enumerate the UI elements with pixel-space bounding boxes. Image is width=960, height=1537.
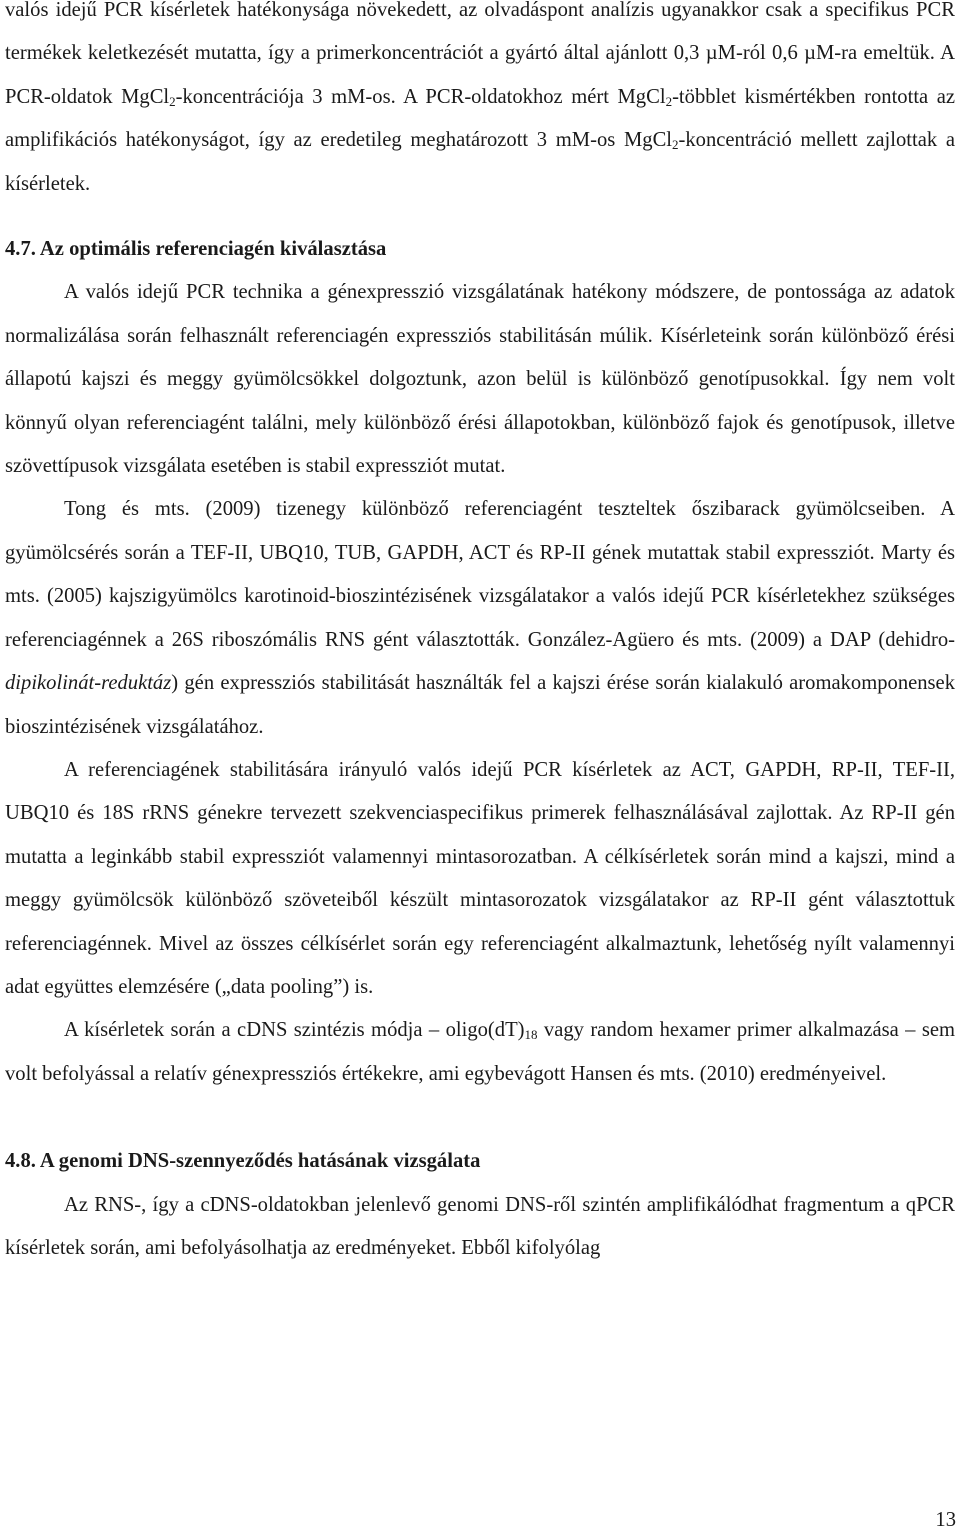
subscript: 2 xyxy=(672,137,679,153)
section-4-7-paragraph-2 xyxy=(5,488,955,748)
subscript: 18 xyxy=(524,1027,538,1043)
text-run: -koncentráció mellett zajlottak a kísérletek. xyxy=(5,129,955,195)
subscript: 2 xyxy=(169,93,176,109)
text-run: -többlet kismértékben rontotta az amplifikációs hatékonyságot, így az eredetileg meghatározott 3 mM-os MgCl xyxy=(5,85,955,152)
section-4-7-paragraph-4 xyxy=(5,1009,955,1096)
continuation-paragraph xyxy=(5,0,955,206)
spacer xyxy=(5,206,955,228)
section-4-7-paragraph-1: A valós idejű PCR technika a génexpresszió vizsgálatának hatékony módszere, de pontossága az adatok normalizálása során felhasznált referenciagén expressziós stabilitásán múlik. Kísérleteink során különböző érési állapotú kajszi és meggy gyümölcsökkel dolgoztunk, azon belül is különböző genotípusokkal. Így nem volt könnyű olyan referenciagént találni, mely különböző érési állapotokban, különböző fajok és genotípusok, illetve szövettípusok vizsgálata esetében is stabil expressziót mutat. xyxy=(5,281,955,478)
document-page xyxy=(5,0,955,1270)
text-run: vagy random hexamer primer alkalmazása – sem volt befolyással a relatív génexpressziós értékekre, ami egybevágott Hansen és mts. (2010) eredményeivel. xyxy=(5,1019,955,1085)
section-heading-4-7: 4.7. Az optimális referenciagén kiválasztása xyxy=(5,238,387,261)
section-4-7-paragraph-3: A referenciagének stabilitására irányuló valós idejű PCR kísérletek az ACT, GAPDH, RP-II, TEF-II, UBQ10 és 18S rRNS génekre tervezett szekvenciaspecifikus primerek felhasználásával zajlottak. Az RP-II gén mutatta a leginkább stabil expressziót valamennyi mintasorozatban. A célkísérletek során mind a kajszi, mind a meggy gyümölcsök különböző szöveteiből készült mintasorozatok vizsgálatakor az RP-II gént választottuk referenciagénnek. Mivel az összes célkísérlet során egy referenciagént alkalmaztunk, lehetőség nyílt valamennyi adat együttes elemzésére („data pooling”) is. xyxy=(5,758,955,998)
text-run: ) gén expressziós stabilitását használták fel a kajszi érése során kialakuló aromakomponensek bioszintézisének vizsgálatához. xyxy=(5,672,955,738)
text-run: valós idejű PCR kísérletek hatékonysága növekedett, az olvadáspont analízis ugyanakkor csak a specifikus PCR termékek keletkezését mutatta, így a primerkoncentrációt a gyártó által ajánlott 0,3 µM-ról 0,6 µM-ra emeltük. A PCR-oldatok MgCl xyxy=(5,0,955,108)
page-number: 13 xyxy=(935,1509,956,1531)
section-4-8-paragraph-1: Az RNS-, így a cDNS-oldatokban jelenlevő genomi DNS-ről szintén amplifikálódhat fragmentum a qPCR kísérletek során, ami befolyásolhatja az eredményeket. Ebből kifolyólag xyxy=(5,1193,955,1259)
text-run: Tong és mts. (2009) tizenegy különböző referenciagént teszteltek őszibarack gyümölcseiben. A gyümölcsérés során a TEF-II, UBQ10, TUB, GAPDH, ACT és RP-II gének mutattak stabil expressziót. Marty és mts. (2005) kajszigyümölcs karotinoid-bioszintézisének vizsgálatakor a valós idejű PCR kísérletekhez szükséges referenciagénnek a 26S riboszómális RNS gént választották. González-Agüero és mts. (2009) a DAP (dehidro- xyxy=(5,498,955,651)
text-run: -koncentrációja 3 mM-os. A PCR-oldatokhoz mért MgCl xyxy=(175,85,666,108)
section-heading-4-8: 4.8. A genomi DNS-szennyeződés hatásának vizsgálata xyxy=(5,1150,481,1173)
italic-term: dipikolinát-reduktáz xyxy=(5,672,172,695)
spacer xyxy=(5,1096,955,1140)
subscript: 2 xyxy=(665,93,673,109)
text-run: A kísérletek során a cDNS szintézis módja – oligo(dT) xyxy=(64,1019,525,1042)
